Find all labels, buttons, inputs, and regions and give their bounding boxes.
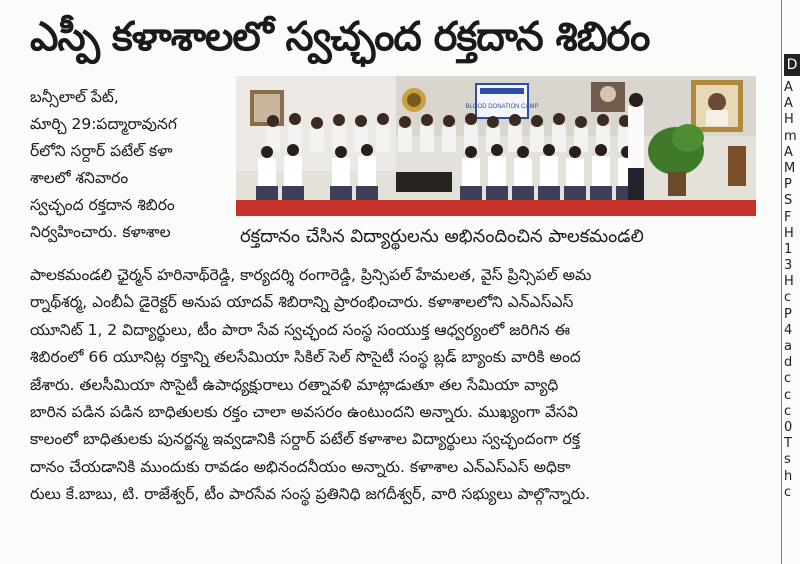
side-line: H (784, 225, 794, 241)
side-line: P (784, 306, 792, 322)
body-line: రులు కే.బాబు, టి. రాజేశ్వర్, టీం పారసేవ సంస్థ ప్రతినిధి జగదీశ్వర్, వారి సభ్యులు పాల్గొన్నారు. (30, 485, 591, 504)
body-line: పాలకమండలి ఛైర్మన్ హరినాథ్‌రెడ్డి, కార్యదర్శి రంగారెడ్డి, ప్రిన్సిపల్ హేమలత, వైస్ ప్రిన్సిపల్ అమ (30, 266, 592, 284)
body-line: స్వచ్ఛంద రక్తదాన శిబిరం (30, 196, 175, 214)
side-line: H (784, 112, 794, 128)
side-line: c (784, 290, 792, 306)
article-body-wide (30, 262, 770, 509)
side-line: c (784, 403, 792, 419)
body-line: మార్చి 29:పద్మారావునగ (30, 115, 177, 133)
column-divider (781, 0, 782, 564)
body-line: బన్సీలాల్ పేట్, (30, 88, 119, 106)
side-line: A (784, 96, 793, 112)
article-body-left-column (30, 84, 226, 246)
news-photo (236, 76, 756, 216)
body-line: ర్‌లోని సర్దార్ పటేల్ కళా (30, 142, 173, 160)
article-headline: ఎస్పీ కళాశాలలో స్వచ్ఛంద రక్తదాన శిబిరం (30, 14, 650, 60)
side-line: d (784, 355, 793, 371)
side-line: h (784, 468, 793, 484)
side-line: S (784, 193, 793, 209)
side-line: H (784, 274, 794, 290)
body-line: నిర్వహించారు. కళాశాల (30, 223, 171, 241)
body-line: జేశారు. తలసీమియా సొసైటీ ఉపాధ్యక్షురాలు రత్నావళి మాట్లాడుతూ తల సేమియా వ్యాధి (30, 375, 559, 394)
banner-text: BLOOD DONATION CAMP (465, 104, 539, 110)
body-line: బారిన పడిన పడిన బాధితులకు రక్తం చాలా అవసరం ఉంటుందని అన్నారు. ముఖ్యంగా వేసవి (30, 403, 578, 422)
side-line: s (784, 452, 791, 468)
body-line: కాలంలో బాధితులకు పునర్జన్మ ఇవ్వడానికి సర్దార్ పటేల్ కళాశాల విద్యార్థులు స్వచ్ఛందంగా రక్త (30, 430, 580, 449)
side-line: F (784, 209, 792, 225)
side-line: 0 (784, 419, 793, 435)
side-line: 3 (784, 258, 793, 274)
adjacent-article-column (784, 80, 800, 501)
side-line: P (784, 177, 792, 193)
side-line: T (784, 436, 792, 452)
side-line: c (784, 387, 792, 403)
adjacent-article-heading: D (784, 54, 800, 76)
side-line: M (784, 160, 796, 176)
side-line: A (784, 80, 793, 95)
body-line: శిబిరంలో 66 యూనిట్ల రక్తాన్ని తలసేమియా సికిల్ సెల్ సొసైటీ సంస్థ బ్లడ్ బ్యాంకు వారికి అంద (30, 348, 581, 367)
body-line: యూనిట్ 1, 2 విద్యార్థులు, టీం పారా సేవ స్వచ్ఛంద సంస్థ సంయుక్త ఆధ్వర్యంలో జరిగిన ఈ (30, 320, 570, 339)
side-line: A (784, 144, 793, 160)
side-line: c (784, 484, 792, 500)
side-line: a (784, 339, 792, 354)
body-line: శాలలో శనివారం (30, 169, 129, 187)
body-line: దానం చేయడానికి ముందుకు రావడం అభినందనీయం అన్నారు. కళాశాల ఎన్ఎస్ఎస్ అధికా (30, 457, 571, 476)
group-photo-illustration (236, 76, 756, 216)
body-line: ర్నాథ్‌శర్మ, ఎంబీఏ డైరెక్టర్ అనుప యాదవ్ శిబిరాన్ని ప్రారంభించారు. కళాశాలలోని ఎన్ఎస్ఎస్ (30, 293, 574, 312)
side-line: 1 (784, 241, 793, 257)
photo-caption: రక్తదానం చేసిన విద్యార్థులను అభినందించిన పాలకమండలి (240, 226, 644, 247)
side-line: m (784, 128, 797, 144)
side-line: 4 (784, 322, 793, 338)
side-line: c (784, 371, 792, 387)
